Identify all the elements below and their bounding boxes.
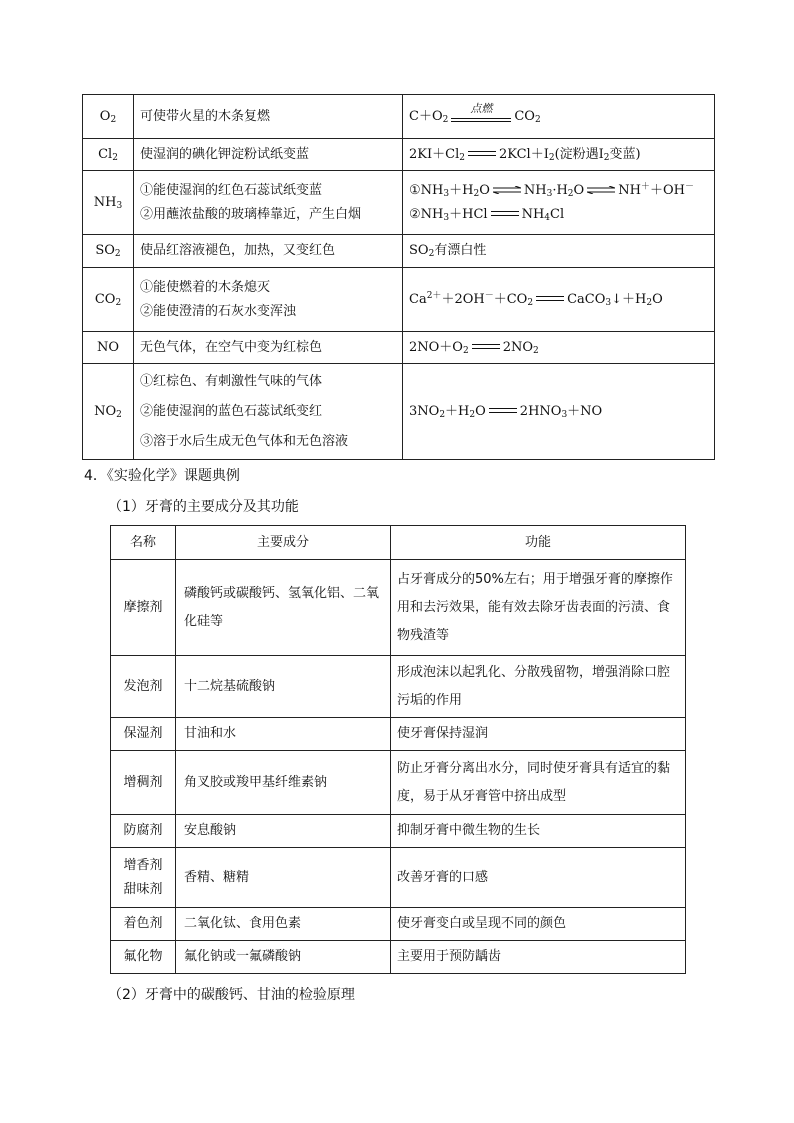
table-row [83, 268, 715, 332]
ingredient-function: 形成泡沫以起乳化、分散残留物，增强消除口腔污垢的作用 [391, 656, 686, 718]
table-row [111, 815, 686, 848]
gas-equation: $2KI+Cl_2$ $2KCl+I_2$(淀粉遇$I_2$变蓝) [403, 139, 715, 171]
gas-name: $CO_2$ [83, 268, 134, 332]
ingredient-main: 氟化钠或一氟磷酸钠 [176, 941, 391, 974]
gas-equation: $Ca^{2+}+2OH^-+CO_2$ $CaCO_3↓+H_2O$ [403, 268, 715, 332]
ingredient-main: 甘油和水 [176, 718, 391, 751]
gas-equation: $C+O_2$ 点燃 $CO_2$ [403, 95, 715, 139]
ingredient-function: 抑制牙膏中微生物的生长 [391, 815, 686, 848]
table-row [83, 364, 715, 460]
gas-property: 无色气体，在空气中变为红棕色 [134, 332, 403, 364]
condition-label: 点燃 [470, 102, 493, 115]
table-row [111, 941, 686, 974]
gas-name: $SO_2$ [83, 235, 134, 268]
toothpaste-composition-table [110, 525, 686, 974]
table-row [111, 560, 686, 656]
gas-name: NO [83, 332, 134, 364]
table-row [111, 848, 686, 908]
column-header: 功能 [391, 526, 686, 560]
table-row [83, 95, 715, 139]
ingredient-main: 十二烷基硫酸钠 [176, 656, 391, 718]
gas-name: $NH_3$ [83, 171, 134, 235]
gas-name: $NO_2$ [83, 364, 134, 460]
gas-equation: $3NO_2+H_2O$ $2HNO_3+NO$ [403, 364, 715, 460]
ingredient-function: 使牙膏变白或呈现不同的颜色 [391, 908, 686, 941]
table-row [111, 751, 686, 815]
table-header-row [111, 526, 686, 560]
ingredient-main: 角叉胶或羧甲基纤维素钠 [176, 751, 391, 815]
section-heading: 4．《实验化学》课题典例 [84, 468, 240, 484]
subsection-heading: （2）牙膏中的碳酸钙、甘油的检验原理 [108, 987, 355, 1003]
gas-property: ①能使湿润的红色石蕊试纸变蓝 ②用蘸浓盐酸的玻璃棒靠近，产生白烟 [134, 171, 403, 235]
gas-name: $O_2$ [83, 95, 134, 139]
ingredient-name: 防腐剂 [111, 815, 176, 848]
ingredient-main: 安息酸钠 [176, 815, 391, 848]
column-header: 主要成分 [176, 526, 391, 560]
reversible-arrow-icon [587, 186, 615, 194]
gas-property: ①能使燃着的木条熄灭 ②能使澄清的石灰水变浑浊 [134, 268, 403, 332]
column-header: 名称 [111, 526, 176, 560]
table-row [111, 656, 686, 718]
gas-equation: $①NH_3+H_2O$ $NH_3\cdot H_2O$ NH＋＋OH－ $②NH_3+HCl$ $NH_4Cl$ [403, 171, 715, 235]
gas-property: 可使带火星的木条复燃 [134, 95, 403, 139]
gas-property: 使品红溶液褪色，加热，又变红色 [134, 235, 403, 268]
gas-name: $Cl_2$ [83, 139, 134, 171]
table-row [83, 332, 715, 364]
ingredient-name: 摩擦剂 [111, 560, 176, 656]
ingredient-function: 改善牙膏的口感 [391, 848, 686, 908]
ingredient-function: 主要用于预防龋齿 [391, 941, 686, 974]
ingredient-main: 二氧化钛、食用色素 [176, 908, 391, 941]
gas-identification-table [82, 94, 715, 460]
ingredient-name: 发泡剂 [111, 656, 176, 718]
table-row [111, 908, 686, 941]
ingredient-main: 磷酸钙或碳酸钙、氢氧化铝、二氧化硅等 [176, 560, 391, 656]
ingredient-name: 着色剂 [111, 908, 176, 941]
ingredient-name: 增香剂 甜味剂 [111, 848, 176, 908]
ingredient-name: 氟化物 [111, 941, 176, 974]
table-row [83, 139, 715, 171]
gas-equation: $SO_2$有漂白性 [403, 235, 715, 268]
ingredient-function: 防止牙膏分离出水分，同时使牙膏具有适宜的黏度，易于从牙膏管中挤出成型 [391, 751, 686, 815]
ingredient-name: 增稠剂 [111, 751, 176, 815]
gas-equation: $2NO+O_2$ $2NO_2$ [403, 332, 715, 364]
ingredient-function: 占牙膏成分的50%左右；用于增强牙膏的摩擦作用和去污效果，能有效去除牙齿表面的污渍、食物残渣等 [391, 560, 686, 656]
table-row [111, 718, 686, 751]
ingredient-main: 香精、糖精 [176, 848, 391, 908]
ingredient-name: 保湿剂 [111, 718, 176, 751]
gas-property: 使湿润的碘化钾淀粉试纸变蓝 [134, 139, 403, 171]
subsection-heading: （1）牙膏的主要成分及其功能 [108, 499, 299, 515]
table-row [83, 171, 715, 235]
gas-property: ①红棕色、有刺激性气味的气体 ②能使湿润的蓝色石蕊试纸变红 ③溶于水后生成无色气体和无色溶液 [134, 364, 403, 460]
ingredient-function: 使牙膏保持湿润 [391, 718, 686, 751]
table-row [83, 235, 715, 268]
reversible-arrow-icon [493, 186, 521, 194]
